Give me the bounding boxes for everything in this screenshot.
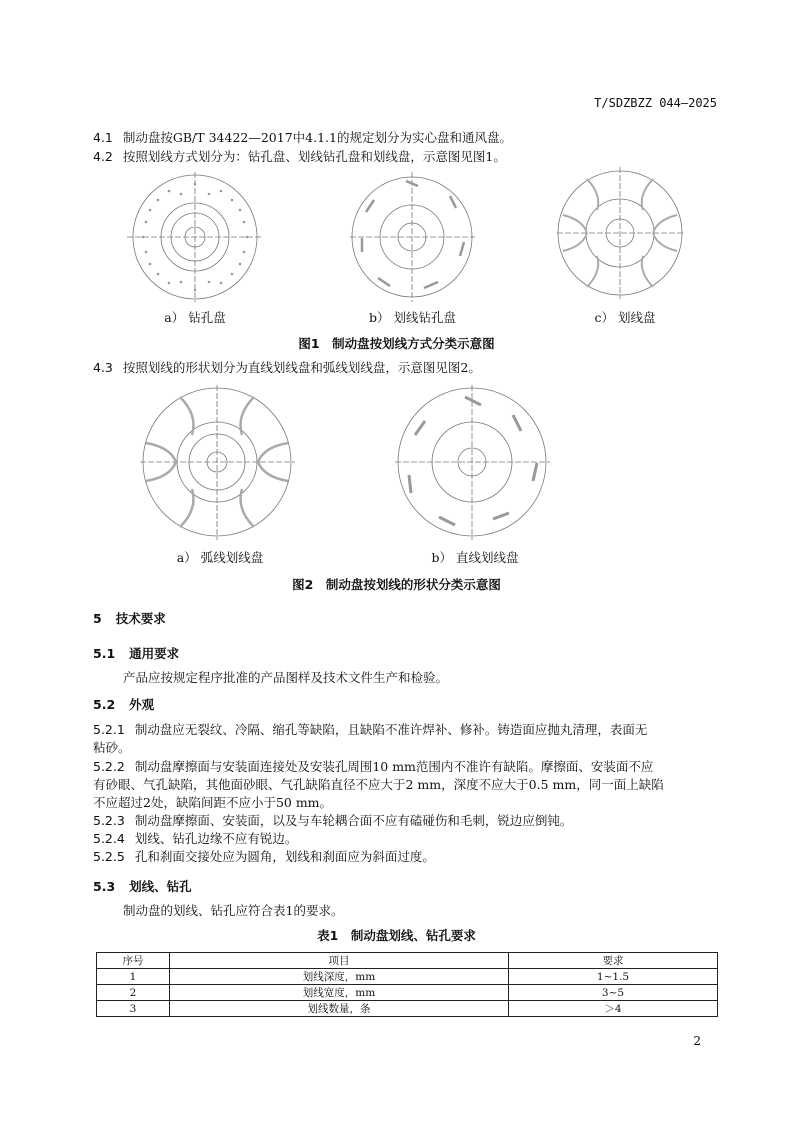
clause-text: 按照划线的形状划分为直线划线盘和弧线划线盘，示意图见图2。 bbox=[122, 360, 481, 375]
clause-number: 5.2.3 bbox=[93, 813, 125, 828]
section-number: 5.3 bbox=[93, 879, 116, 894]
table1 bbox=[96, 952, 718, 1017]
section-title: 通用要求 bbox=[129, 646, 180, 661]
curved-slot-disc-diagram bbox=[140, 385, 295, 540]
table-cell: 3 bbox=[97, 1001, 170, 1017]
table1-caption: 表1 制动盘划线、钻孔要求 bbox=[317, 928, 476, 943]
figure1-sub-c-label: c） 划线盘 bbox=[594, 310, 656, 325]
section-title: 外观 bbox=[129, 697, 155, 712]
section-5-1-title bbox=[93, 644, 179, 662]
section-number: 5 bbox=[93, 611, 102, 626]
section-title: 划线、钻孔 bbox=[129, 879, 192, 894]
table-header-cell: 要求 bbox=[509, 953, 718, 969]
figure2-sub-a-label: a） 弧线划线盘 bbox=[176, 550, 264, 565]
clause-text: 按照划线方式划分为：钻孔盘、划线钻孔盘和划线盘，示意图见图1。 bbox=[122, 149, 506, 164]
table-cell: 划线数量，条 bbox=[170, 1001, 509, 1017]
clause-text: 制动盘应无裂纹、冷隔、缩孔等缺陷，且缺陷不准许焊补、修补。铸造面应抛丸清理，表面无 bbox=[134, 722, 648, 737]
clause-5-2-4 bbox=[93, 830, 718, 848]
figure1-sub-b-label: b） 划线钻孔盘 bbox=[369, 310, 456, 325]
clause-number: 5.2.1 bbox=[93, 722, 125, 737]
table-cell: 3~5 bbox=[509, 985, 718, 1001]
standard-number: T/SDZBZZ 044—2025 bbox=[594, 96, 717, 110]
section-number: 5.1 bbox=[93, 646, 116, 661]
clause-5-2-5 bbox=[93, 848, 718, 866]
clause-4-3 bbox=[93, 359, 718, 377]
slotted-disc-diagram bbox=[557, 165, 684, 300]
clause-5-3-text: 制动盘的划线、钻孔应符合表1的要求。 bbox=[123, 903, 344, 918]
table-cell: 2 bbox=[97, 985, 170, 1001]
clause-number: 4.2 bbox=[93, 149, 113, 164]
table-row bbox=[97, 969, 718, 985]
clause-text-cont: 有砂眼、气孔缺陷，其他面砂眼、气孔缺陷直径不应大于2 mm，深度不应大于0.5 mm，同一面上缺陷 bbox=[93, 777, 664, 792]
table-header-cell: 项目 bbox=[170, 953, 509, 969]
section-title: 技术要求 bbox=[115, 611, 166, 626]
figure2-sub-b-label: b） 直线划线盘 bbox=[431, 550, 519, 565]
clause-text: 孔和刹面交接处应为圆角，划线和刹面应为斜面过度。 bbox=[134, 849, 435, 864]
table-cell: 划线深度，mm bbox=[170, 969, 509, 985]
clause-number: 5.2.4 bbox=[93, 831, 125, 846]
table-cell: 1 bbox=[97, 969, 170, 985]
clause-text-cont: 粘砂。 bbox=[93, 740, 131, 755]
clause-5-1-text: 产品应按规定程序批准的产品图样及技术文件生产和检验。 bbox=[123, 670, 449, 685]
clause-text: 制动盘按GB/T 34422—2017中4.1.1的规定划分为实心盘和通风盘。 bbox=[122, 130, 512, 145]
clause-5-2-1 bbox=[93, 721, 718, 757]
figure1-caption: 图1 制动盘按划线方式分类示意图 bbox=[298, 336, 495, 351]
clause-text: 制动盘摩擦面与安装面连接处及安装孔周围10 mm范围内不准许有缺陷。摩擦面、安装面不应 bbox=[134, 759, 654, 774]
section-5-title bbox=[93, 609, 166, 627]
clause-number: 5.2.5 bbox=[93, 849, 125, 864]
clause-number: 4.1 bbox=[93, 130, 113, 145]
table-header-row bbox=[97, 953, 718, 969]
clause-5-2-2 bbox=[93, 758, 718, 812]
clause-4-1 bbox=[93, 129, 718, 147]
clause-text: 划线、钻孔边缘不应有锐边。 bbox=[134, 831, 298, 846]
table-row bbox=[97, 1001, 718, 1017]
table-cell: 1~1.5 bbox=[509, 969, 718, 985]
page-number: 2 bbox=[693, 1034, 701, 1048]
clause-4-2 bbox=[93, 148, 718, 166]
section-5-2-title bbox=[93, 695, 154, 713]
table-cell: 划线宽度，mm bbox=[170, 985, 509, 1001]
table-header-cell: 序号 bbox=[97, 953, 170, 969]
section-5-3-title bbox=[93, 877, 192, 895]
table-row bbox=[97, 985, 718, 1001]
section-number: 5.2 bbox=[93, 697, 116, 712]
clause-5-2-3 bbox=[93, 812, 718, 830]
table-cell: ＞4 bbox=[509, 1001, 718, 1017]
figure1-sub-a-label: a） 钻孔盘 bbox=[164, 310, 226, 325]
clause-number: 4.3 bbox=[93, 360, 113, 375]
figure2-caption: 图2 制动盘按划线的形状分类示意图 bbox=[292, 577, 501, 592]
drilled-disc-diagram bbox=[125, 172, 265, 302]
straight-slot-disc-diagram bbox=[395, 385, 550, 540]
slotted-drilled-disc-diagram bbox=[350, 172, 475, 302]
clause-text-cont: 不应超过2处，缺陷间距不应小于50 mm。 bbox=[93, 795, 333, 810]
clause-number: 5.2.2 bbox=[93, 759, 125, 774]
clause-text: 制动盘摩擦面、安装面，以及与车轮耦合面不应有磕碰伤和毛刺，锐边应倒钝。 bbox=[134, 813, 573, 828]
